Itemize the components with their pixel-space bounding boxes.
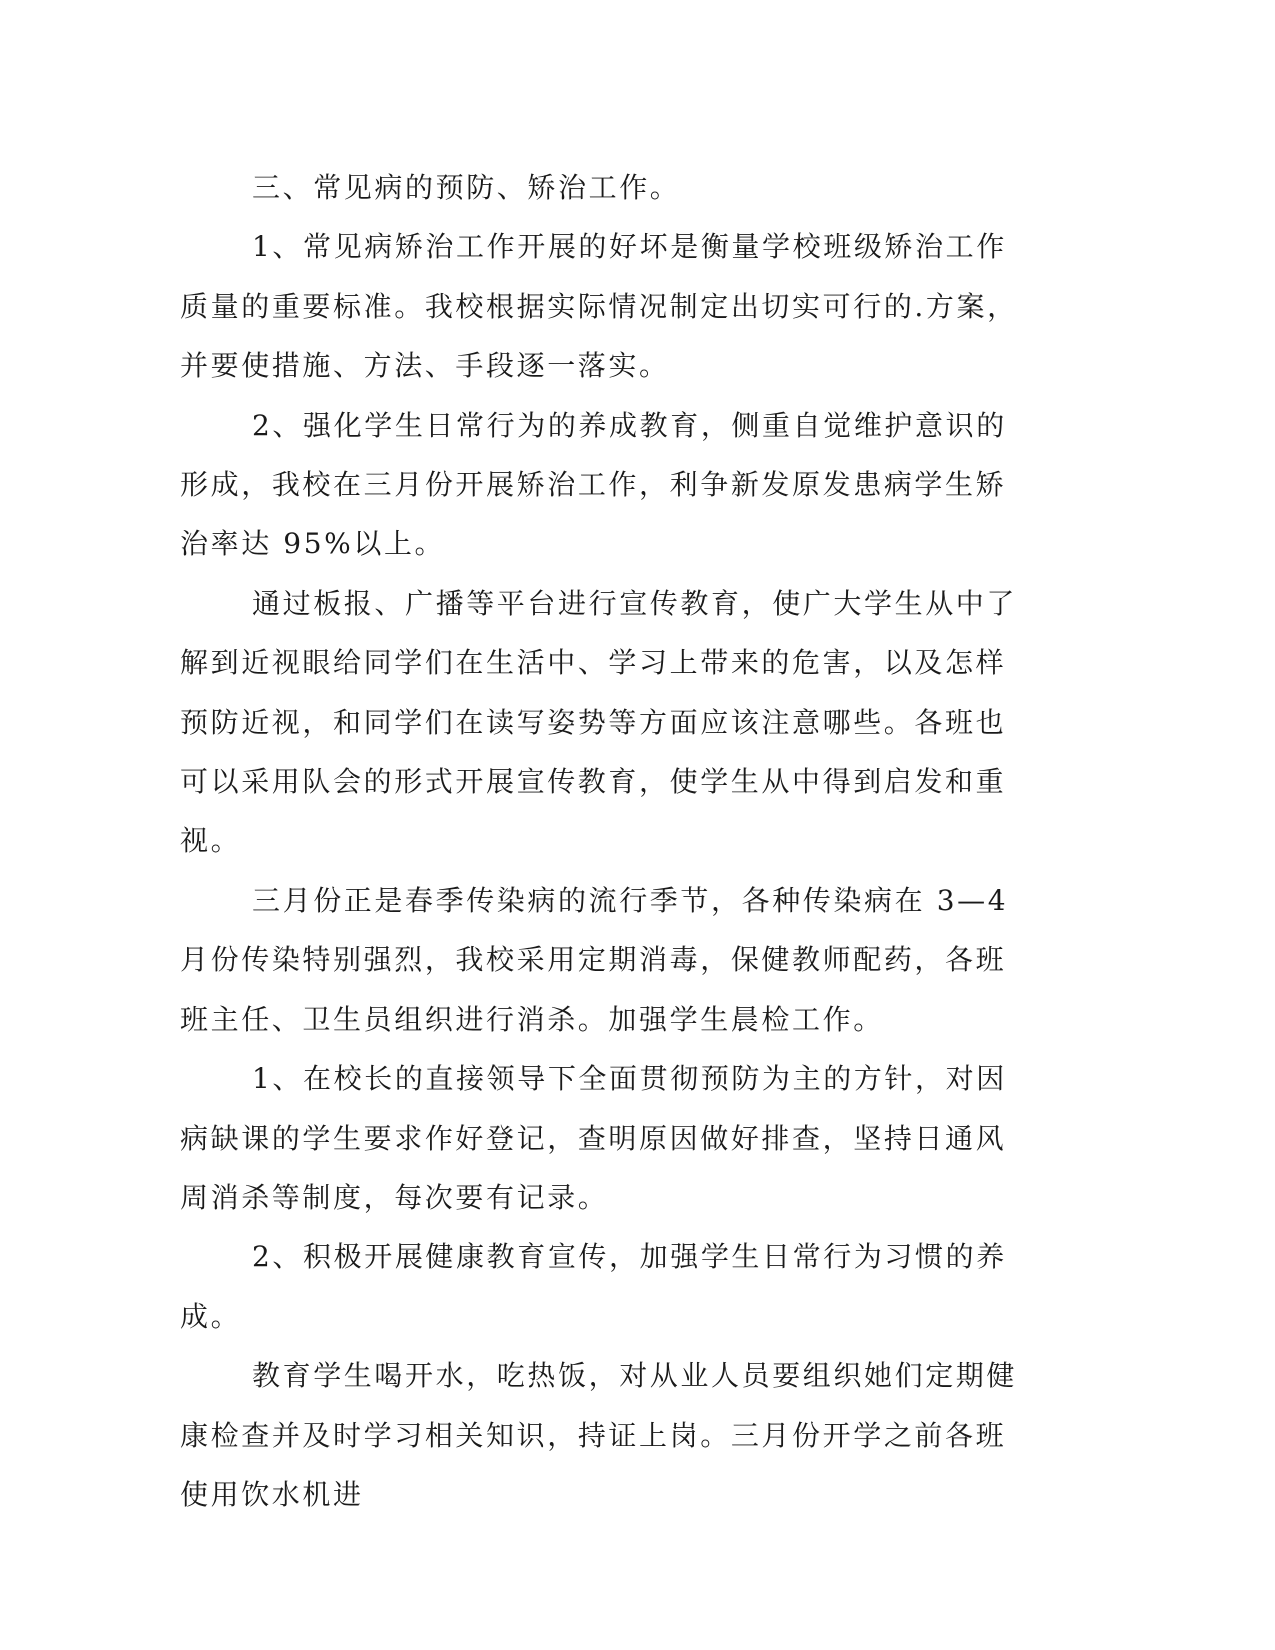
text-line: 同学们在读写姿势等方面应该注意哪些。各班也可以采用队会的形式 xyxy=(180,705,1007,799)
paragraph xyxy=(180,158,1025,217)
text-line: 视眼给同学们在生活中、学习上带来的危害，以及怎样预防近视，和 xyxy=(180,646,1007,739)
text-line: 重要标准。我校根据实际情况制定出切实可行的.方案，并要使措施、 xyxy=(180,289,1018,383)
paragraph xyxy=(180,1346,1025,1524)
text-line: 上。 xyxy=(383,527,446,561)
text-line: 教育学生喝开水，吃热饭，对从业人员要组织她们定期健康检查 xyxy=(180,1359,1018,1452)
text-line: 的学生要求作好登记，查明原因做好排查，坚持日通风周消杀等制度 xyxy=(180,1121,1007,1214)
paragraph xyxy=(180,574,1025,871)
text-line: 三月份正是春季传染病的流行季节，各种传染病在 3—4 月份传 xyxy=(180,883,1009,977)
paragraph xyxy=(180,1227,1025,1346)
text-line: 通过板报、广播等平台进行宣传教育，使广大学生从中了解到近 xyxy=(180,586,1018,680)
text-line: 1、在校长的直接领导下全面贯彻预防为主的方针，对因病缺课 xyxy=(180,1062,1007,1155)
text-line: 并及时学习相关知识，持证上岗。三月份开学之前各班使用饮水机进 xyxy=(180,1418,1007,1511)
text-line: 员组织进行消杀。加强学生晨检工作。 xyxy=(363,1002,884,1036)
text-line: 三、常见病的预防、矫治工作。 xyxy=(252,171,681,204)
paragraph xyxy=(180,396,1025,574)
text-line: 我校在三月份开展矫治工作，利争新发原发患病学生矫治率达 95%以 xyxy=(180,468,1007,561)
text-line: ，每次要有记录。 xyxy=(363,1180,609,1214)
text-line: 染特别强烈，我校采用定期消毒，保健教师配药，各班班主任、卫生 xyxy=(180,943,1007,1036)
text-line: 1、常见病矫治工作开展的好坏是衡量学校班级矫治工作质量的 xyxy=(180,230,1007,323)
document-body xyxy=(180,158,1025,1524)
paragraph xyxy=(180,871,1025,1049)
paragraph xyxy=(180,217,1025,395)
paragraph xyxy=(180,1049,1025,1227)
text-line: 2、积极开展健康教育宣传，加强学生日常行为习惯的养成。 xyxy=(180,1240,1007,1333)
text-line: 2、强化学生日常行为的养成教育，侧重自觉维护意识的形成， xyxy=(180,408,1007,502)
text-line: 方法、手段逐一落实。 xyxy=(363,349,670,383)
text-line: 开展宣传教育，使学生从中得到启发和重视。 xyxy=(180,765,1007,858)
